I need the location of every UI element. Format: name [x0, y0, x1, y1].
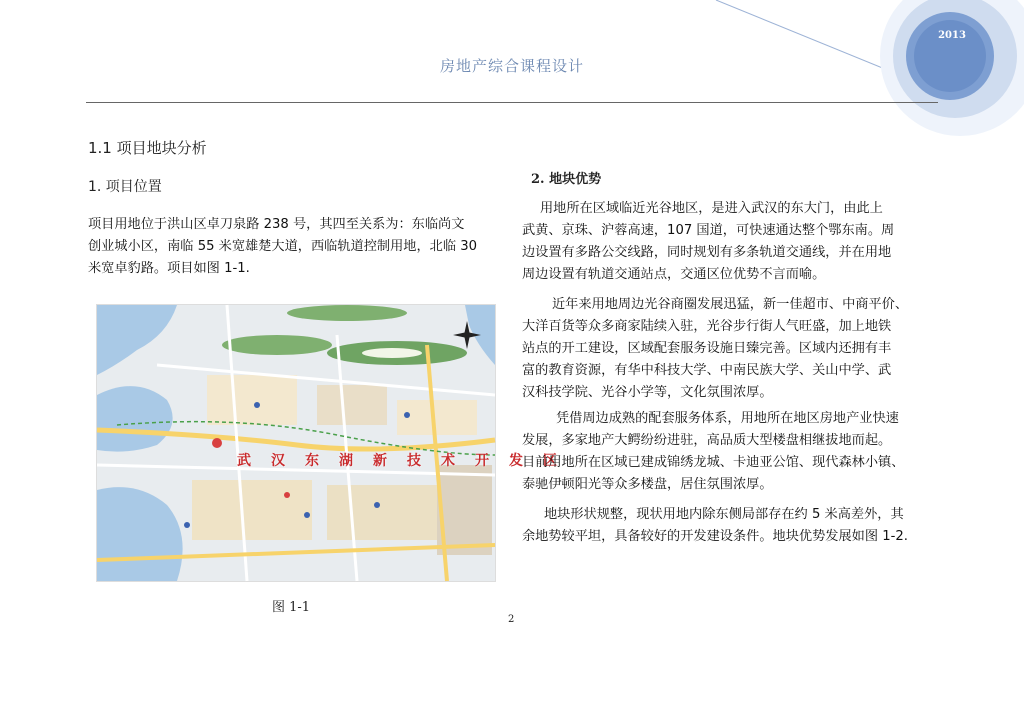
advantages-paragraph-1	[522, 198, 940, 286]
advantages-line: 近年来用地周边光谷商圈发展迅猛，新一佳超市、中商平价、	[552, 297, 909, 312]
advantages-heading: 2. 地块优势	[531, 172, 602, 187]
figure-caption: 图 1-1	[272, 600, 311, 615]
header-divider	[86, 102, 938, 103]
section-title: 1.1 项目地块分析	[88, 139, 207, 157]
advantages-line: 泰驰伊顿阳光等众多楼盘，居住氛围浓厚。	[522, 477, 773, 492]
advantages-line: 凭借周边成熟的配套服务体系，用地所在地区房地产业快速	[556, 411, 899, 426]
location-paragraph	[88, 214, 500, 280]
advantages-line: 周边设置有轨道交通站点，交通区位优势不言而喻。	[522, 267, 826, 282]
advantages-line: 边设置有多路公交线路，同时规划有多条轨道交通线，并在用地	[522, 245, 892, 260]
advantages-line: 余地势较平坦，具备较好的开发建设条件。地块优势发展如图 1-2.	[522, 529, 908, 544]
header-title: 房地产综合课程设计	[439, 57, 584, 75]
advantages-line: 用地所在区域临近光谷地区，是进入武汉的东大门，由此上	[540, 201, 883, 216]
advantages-line: 发展，多家地产大鳄纷纷进驻，高品质大型楼盘相继拔地而起。	[522, 433, 892, 448]
site-map-image	[96, 304, 577, 582]
advantages-line: 地块形状规整，现状用地内除东侧局部存在约 5 米高差外，其	[544, 507, 904, 522]
header-year: 2013	[938, 30, 966, 41]
location-line: 创业城小区，南临 55 米宽雄楚大道，西临轨道控制用地，北临 30	[88, 239, 478, 254]
map-graphic	[97, 305, 495, 581]
advantages-line: 大洋百货等众多商家陆续入驻，光谷步行街人气旺盛，加上地铁	[522, 319, 892, 334]
advantages-line: 富的教育资源，有华中科技大学、中南民族大学、关山中学、武	[522, 363, 892, 378]
advantages-paragraph-3	[522, 408, 940, 496]
advantages-paragraph-4	[522, 504, 940, 548]
advantages-line: 汉科技学院、光谷小学等，文化氛围浓厚。	[522, 385, 773, 400]
location-line: 项目用地位于洪山区卓刀泉路 238 号，其四至关系为：东临尚文	[88, 217, 465, 232]
advantages-line: 武黄、京珠、沪蓉高速，107 国道，可快速通达整个鄂东南。周	[522, 223, 895, 238]
advantages-line: 站点的开工建设，区域配套服务设施日臻完善。区域内还拥有丰	[522, 341, 892, 356]
location-heading: 1. 项目位置	[88, 179, 162, 195]
advantages-line: 目前用地所在区域已建成锦绣龙城、卡迪亚公馆、现代森林小镇、	[522, 455, 905, 470]
page-number: 2	[508, 614, 515, 625]
map-district-label: 武汉东湖新技术开发区	[237, 453, 577, 469]
advantages-paragraph-2	[522, 294, 940, 404]
location-line: 米宽卓豹路。项目如图 1-1.	[88, 261, 250, 276]
